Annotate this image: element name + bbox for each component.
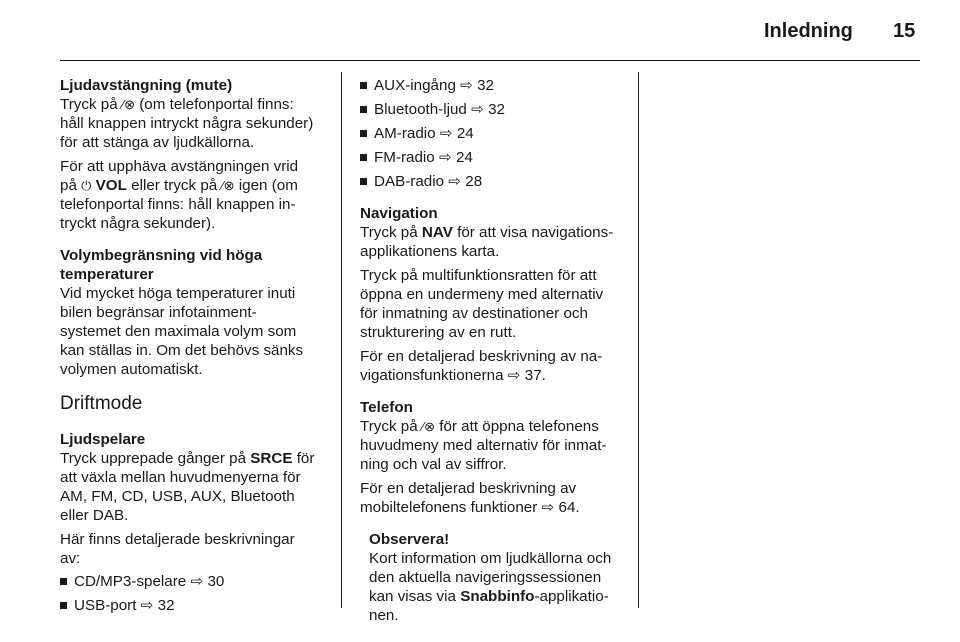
- section-heading-mute: Ljudavstängning (mute): [60, 77, 233, 94]
- column-divider-1: [341, 72, 342, 608]
- section-heading-phone: Telefon: [360, 399, 413, 416]
- list-item: DAB-radio ⇨ 28: [360, 172, 628, 191]
- ref-arrow-icon: ⇨: [541, 499, 555, 516]
- section-heading-player: Ljudspelare: [60, 431, 146, 448]
- player-paragraph-1: Tryck upprepade gånger på SRCE för att växla mellan huvudmenyerna för AM, FM, CD, USB, AUX, Bluetooth eller DAB.: [60, 450, 315, 524]
- ref-arrow-icon: ⇨: [140, 597, 154, 614]
- phone-icon: ⁄⊗: [121, 97, 135, 112]
- navigation-paragraph-2: Tryck på multifunktionsratten för att öppna en undermeny med alternativ för inmatning av destinationer och strukturering av en rutt.: [360, 267, 604, 341]
- list-item: FM-radio ⇨ 24: [360, 148, 628, 167]
- list-item: AUX-ingång ⇨ 32: [360, 76, 628, 95]
- list-item: USB-port ⇨ 32: [60, 596, 338, 615]
- list-item: CD/MP3-spelare ⇨ 30: [60, 572, 338, 591]
- player-paragraph-2: Här finns detaljerade beskrivningar av:: [60, 531, 295, 567]
- section-heading-temperature: Volymbegränsning vid höga temperaturer: [60, 247, 263, 283]
- phone-icon: ⁄⊗: [421, 419, 435, 434]
- header-title: Inledning: [764, 20, 853, 42]
- column-left: [60, 76, 338, 620]
- ref-arrow-icon: ⇨: [190, 573, 204, 590]
- note-paragraph: Kort information om ljudkällorna och den aktuella navigeringssessionen kan visas via Snabbinfo-applikatio- nen.: [369, 550, 612, 624]
- phone-paragraph-1: Tryck på ⁄⊗ för att öppna telefonens huvudmeny med alternativ för inmat- ning och val av siffror.: [360, 418, 607, 473]
- header-rule: [60, 60, 920, 61]
- navigation-paragraph-3: För en detaljerad beskrivning av na- vigationsfunktionerna ⇨ 37.: [360, 348, 603, 384]
- temperature-paragraph: Vid mycket höga temperaturer inuti bilen begränsar infotainment- systemet den maximala volym som kan ställas in. Om det behövs sänks volymen automatiskt.: [60, 285, 304, 378]
- phone-icon: ⁄⊗: [221, 178, 235, 193]
- ref-arrow-icon: ⇨: [507, 367, 521, 384]
- section-heading-navigation: Navigation: [360, 205, 438, 222]
- column-divider-2: [638, 72, 639, 608]
- ref-arrow-icon: ⇨: [448, 173, 462, 190]
- list-item: Bluetooth-ljud ⇨ 32: [360, 100, 628, 119]
- navigation-paragraph-1: Tryck på NAV för att visa navigations- applikationens karta.: [360, 224, 614, 260]
- list-item: AM-radio ⇨ 24: [360, 124, 628, 143]
- mute-paragraph-2: För att upphäva avstängningen vrid på ⏻ VOL eller tryck på ⁄⊗ igen (om telefonportal finns: håll knappen in- tryckt några sekunder).: [60, 158, 299, 232]
- ref-arrow-icon: ⇨: [460, 77, 473, 94]
- phone-paragraph-2: För en detaljerad beskrivning av mobiltelefonens funktioner ⇨ 64.: [360, 480, 580, 516]
- source-list-1: [60, 572, 338, 615]
- note-heading: Observera!: [369, 531, 450, 548]
- ref-arrow-icon: ⇨: [471, 101, 484, 118]
- source-list-2: [360, 76, 628, 191]
- note-box: [369, 530, 628, 625]
- mute-paragraph-1: Tryck på ⁄⊗ (om telefonportal finns: håll knappen intryckt några sekunder) för att stänga av ljudkällorna.: [60, 96, 314, 151]
- ref-arrow-icon: ⇨: [439, 149, 452, 166]
- ref-arrow-icon: ⇨: [439, 125, 453, 142]
- column-middle: [360, 76, 628, 625]
- section-title-driftmode: Driftmode: [60, 393, 143, 414]
- knob-icon: ⏻: [81, 178, 92, 193]
- page-number: 15: [893, 20, 916, 42]
